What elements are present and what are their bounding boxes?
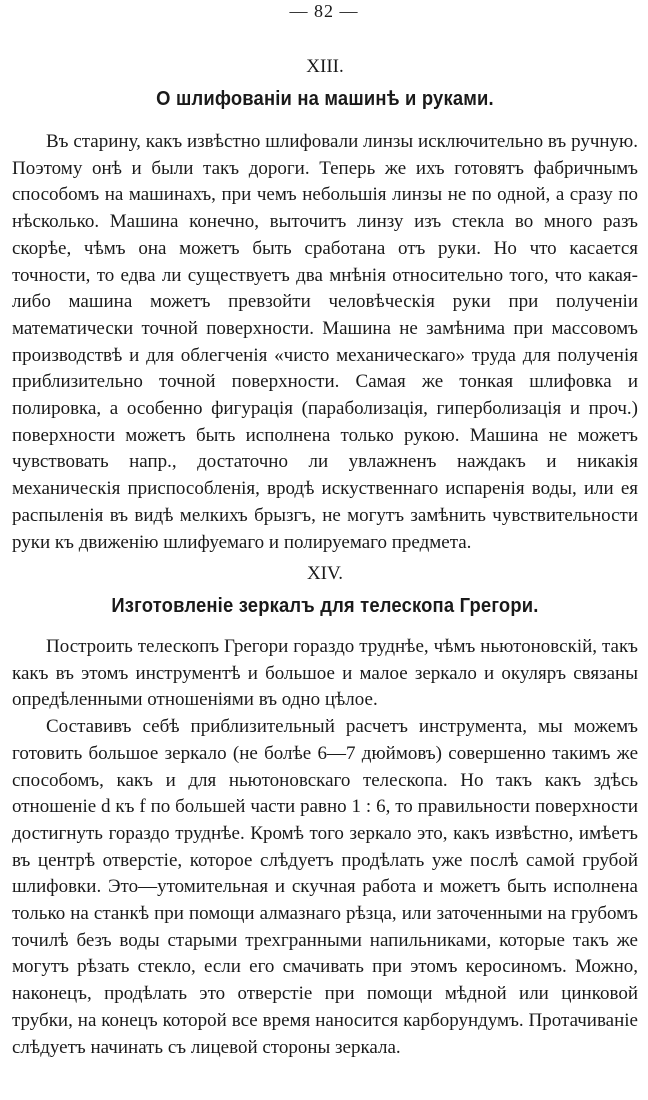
section-xiii: [12, 55, 638, 556]
section-number: XIII.: [306, 56, 344, 77]
paragraph: Построить телескопъ Грегори гораздо труднѣе, чѣмъ ньютоновскій, такъ какъ въ этомъ инструментѣ и большое и малое зеркало и окуляръ связаны опредѣленными отношеніями въ одно цѣлое.: [12, 636, 638, 711]
section-xiv: [12, 562, 638, 1061]
paragraph: Въ старину, какъ извѣстно шлифовали линзы исключительно въ ручную. Поэтому онѣ и были такъ дороги. Теперь же ихъ готовятъ фабричнымъ способомъ на машинахъ, при чемъ небольшія линзы не по одной, а сразу по нѣсколько. Машина конечно, выточитъ линзу изъ стекла во много разъ скорѣе, чѣмъ она можетъ быть сработана отъ руки. Но что касается точности, то едва ли существуетъ два мнѣнія относительно того, что какая-либо машина можетъ превзойти человѣческія руки при полученіи математически точной поверхности. Машина не замѣнима при массовомъ производствѣ и для облегченія «чисто механическаго» труда для полученія приблизительно точной поверхности. Самая же тонкая шлифовка и полировка, а особенно фигурація (параболизація, гиперболизація и проч.) поверхности можетъ быть исполнена только рукою. Машина не можетъ чувствовать напр., достаточно ли увлажненъ наждакъ и никакія механическія приспособленія, вродѣ искуственнаго испаренія воды, или ея распыленія въ видѣ мелкихъ брызгъ, не могутъ замѣнить чувствительности руки къ движенію шлифуемаго и полируемаго предмета.: [12, 131, 638, 553]
section-title: О шлифованіи на машинѣ и руками.: [156, 88, 494, 110]
paragraph: Составивъ себѣ приблизительный расчетъ инструмента, мы можемъ готовить большое зеркало (не болѣе 6—7 дюймовъ) совершенно такимъ же способомъ, какъ и для ньютоновскаго телескопа. Но такъ какъ здѣсь отношеніе d къ f по большей части равно 1 : 6, то правильности поверхности достигнуть гораздо труднѣе. Кромѣ того зеркало это, какъ извѣстно, имѣетъ въ центрѣ отверстіе, которое слѣдуетъ продѣлать уже послѣ самой грубой шлифовки. Это—утомительная и скучная работа и можетъ быть исполнена только на станкѣ при помощи алмазнаго рѣзца, или заточенными на грубомъ точилѣ безъ воды старыми трехгранными напильниками, которые такъ же могутъ рѣзать стекло, если его смачивать при этомъ керосиномъ. Можно, наконецъ, продѣлать это отверстіе при помощи мѣдной или цинковой трубки, на конецъ которой все время наносится карборундумъ. Протачиваніе слѣдуетъ начинать съ лицевой стороны зеркала.: [12, 716, 638, 1058]
page-number: — 82 —: [289, 1, 359, 21]
section-title: Изготовленіе зеркалъ для телескопа Грегори.: [111, 595, 539, 617]
section-number: XIV.: [306, 563, 344, 584]
